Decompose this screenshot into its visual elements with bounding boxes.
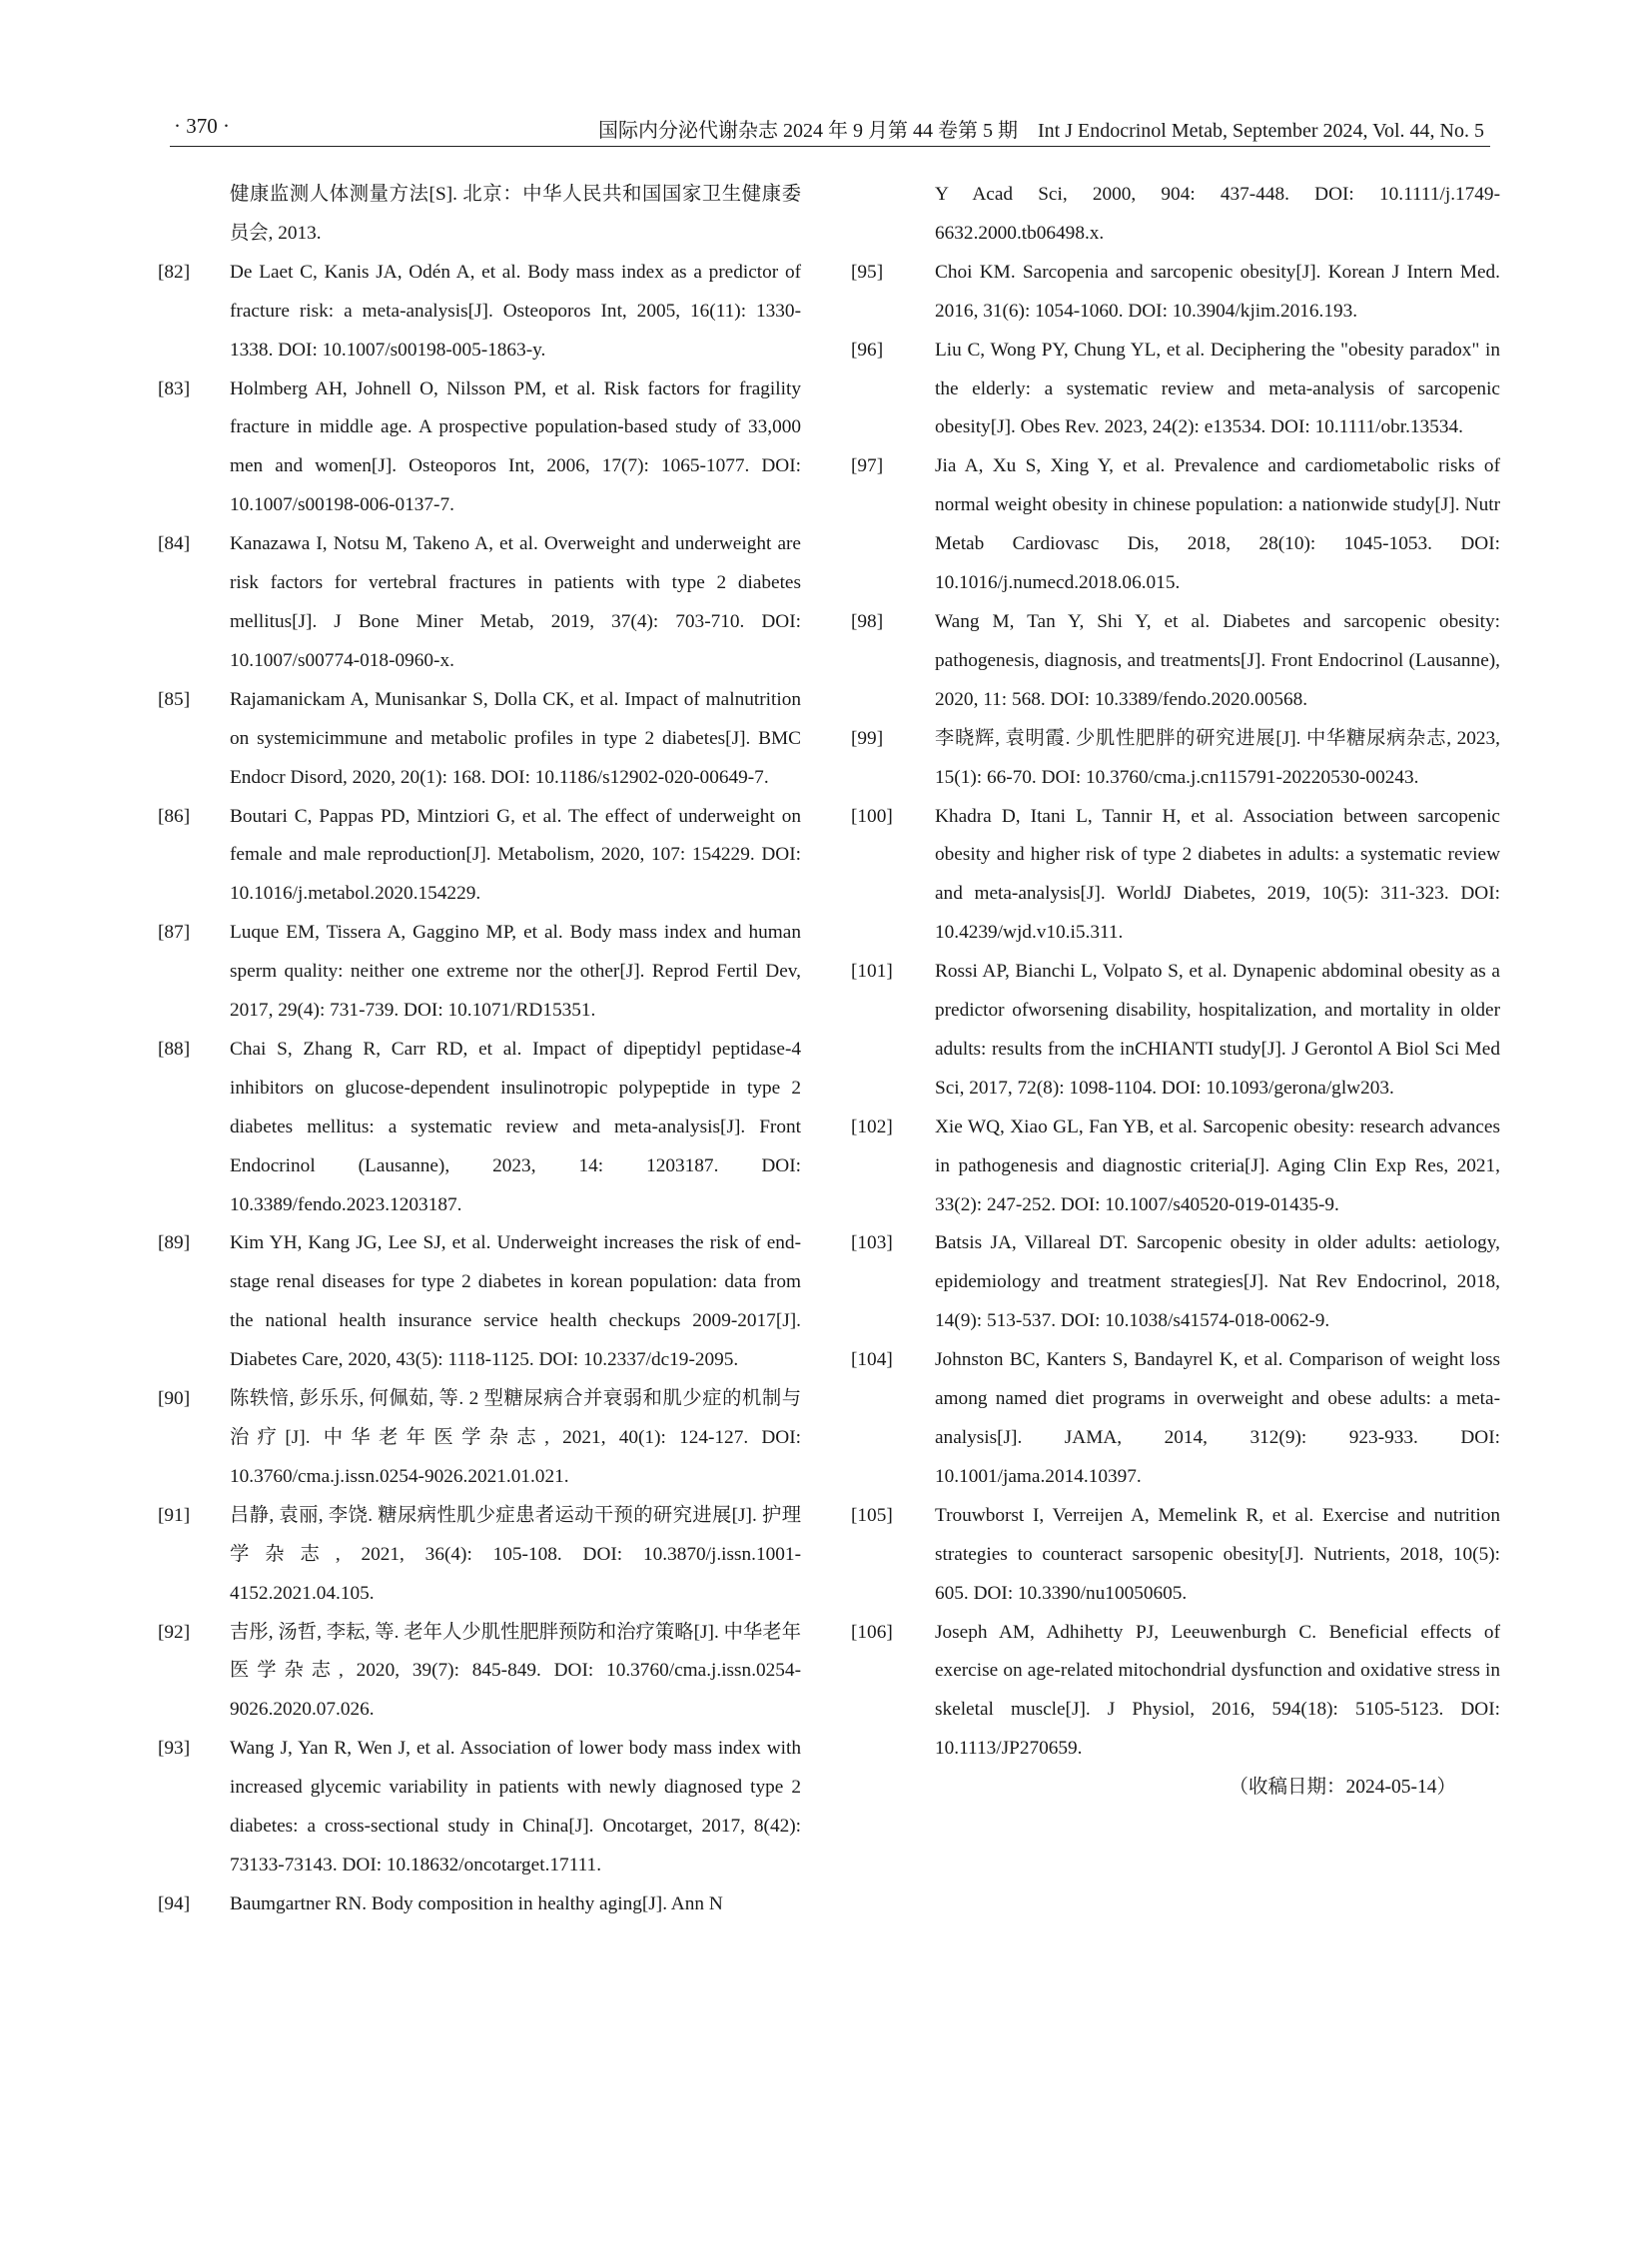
reference-text: Chai S, Zhang R, Carr RD, et al. Impact of dipeptidyl peptidase-4 inhibitors on glucose-dependent insulinotropic polypeptide in type 2 diabetes mellitus: a systematic review and meta-analysis[J]. Front Endocrinol (Lausanne), 2023, 14: 1203187. DOI: 10.3389/fendo.2023.1203187. (230, 1038, 801, 1215)
reference-number: [103] (851, 1232, 893, 1254)
reference-text: 吉彤, 汤哲, 李耘, 等. 老年人少肌性肥胖预防和治疗策略[J]. 中华老年医学杂志, 2020, 39(7): 845-849. DOI: 10.3760/cma.j.issn.0254-9026.2020.07.026. (230, 1621, 801, 1721)
reference-item (158, 798, 801, 915)
reference-item (158, 254, 801, 371)
reference-item (851, 1341, 1500, 1497)
page-number: · 370 · (174, 114, 230, 138)
reference-continued (158, 176, 801, 254)
reference-number: [100] (851, 805, 893, 827)
reference-text: Trouwborst I, Verreijen A, Memelink R, et al. Exercise and nutrition strategies to counteract sarsopenic obesity[J]. Nutrients, 2018, 10(5): 605. DOI: 10.3390/nu10050605. (935, 1504, 1500, 1604)
reference-text: 健康监测人体测量方法[S]. 北京：中华人民共和国国家卫生健康委员会, 2013. (230, 184, 801, 244)
reference-number: [101] (851, 961, 893, 983)
reference-item (158, 1031, 801, 1225)
reference-text: Baumgartner RN. Body composition in healthy aging[J]. Ann N (230, 1892, 723, 1914)
reference-text: De Laet C, Kanis JA, Odén A, et al. Body mass index as a predictor of fracture risk: a meta-analysis[J]. Osteoporos Int, 2005, 16(11): 1330-1338. DOI: 10.1007/s00198-005-1863-y. (230, 261, 801, 361)
reference-number: [90] (158, 1388, 191, 1410)
reference-number: [84] (158, 533, 191, 555)
reference-text: Liu C, Wong PY, Chung YL, et al. Deciphering the "obesity paradox" in the elderly: a systematic review and meta-analysis of sarcopenic obesity[J]. Obes Rev. 2023, 24(2): e13534. DOI: 10.1111/obr.13534. (935, 339, 1500, 438)
reference-text: Xie WQ, Xiao GL, Fan YB, et al. Sarcopenic obesity: research advances in pathogenesis and diagnostic criteria[J]. Aging Clin Exp Res, 2021, 33(2): 247-252. DOI: 10.1007/s40520-019-01435-9. (935, 1116, 1500, 1215)
reference-text: Kim YH, Kang JG, Lee SJ, et al. Underweight increases the risk of end-stage renal diseases for type 2 diabetes in korean population: data from the national health insurance service health checkups 2009-2017[J]. Diabetes Care, 2020, 43(5): 1118-1125. DOI: 10.2337/dc19-2095. (230, 1232, 801, 1371)
reference-item (851, 720, 1500, 798)
reference-number: [91] (158, 1504, 191, 1526)
reference-number: [82] (158, 261, 191, 283)
right-column (851, 176, 1500, 1808)
reference-text: Jia A, Xu S, Xing Y, et al. Prevalence and cardiometabolic risks of normal weight obesity in chinese population: a nationwide study[J]. Nutr Metab Cardiovasc Dis, 2018, 28(10): 1045-1053. DOI: 10.1016/j.numecd.2018.06.015. (935, 455, 1500, 594)
reference-text: Wang M, Tan Y, Shi Y, et al. Diabetes and sarcopenic obesity: pathogenesis, diagnosis, and treatments[J]. Front Endocrinol (Lausanne), 2020, 11: 568. DOI: 10.3389/fendo.2020.00568. (935, 610, 1500, 710)
reference-number: [97] (851, 455, 884, 477)
journal-running-head: 国际内分泌代谢杂志 2024 年 9 月第 44 卷第 5 期 Int J Endocrinol Metab, September 2024, Vol. 44, No. 5 (598, 120, 1484, 142)
reference-item (851, 798, 1500, 954)
reference-text: Boutari C, Pappas PD, Mintziori G, et al. The effect of underweight on female and male reproduction[J]. Metabolism, 2020, 107: 154229. DOI: 10.1016/j.metabol.2020.154229. (230, 805, 801, 905)
reference-text: Wang J, Yan R, Wen J, et al. Association of lower body mass index with increased glycemic variability in patients with newly diagnosed type 2 diabetes: a cross-sectional study in China[J]. Oncotarget, 2017, 8(42): 73133-73143. DOI: 10.18632/oncotarget.17111. (230, 1738, 801, 1875)
reference-number: [88] (158, 1038, 191, 1060)
reference-text: Holmberg AH, Johnell O, Nilsson PM, et al. Risk factors for fragility fracture in middle age. A prospective population-based study of 33,000 men and women[J]. Osteoporos Int, 2006, 17(7): 1065-1077. DOI: 10.1007/s00198-006-0137-7. (230, 377, 801, 516)
reference-text: Kanazawa I, Notsu M, Takeno A, et al. Overweight and underweight are risk factors for vertebral fractures in patients with type 2 diabetes mellitus[J]. J Bone Miner Metab, 2019, 37(4): 703-710. DOI: 10.1007/s00774-018-0960-x. (230, 533, 801, 671)
reference-item (158, 371, 801, 526)
reference-text: Rajamanickam A, Munisankar S, Dolla CK, et al. Impact of malnutrition on systemicimmune and metabolic profiles in type 2 diabetes[J]. BMC Endocr Disord, 2020, 20(1): 168. DOI: 10.1186/s12902-020-00649-7. (230, 688, 801, 788)
reference-item (158, 681, 801, 798)
received-date: （收稿日期：2024-05-14） (1229, 1777, 1456, 1799)
reference-item (158, 1614, 801, 1731)
reference-text: 陈轶愔, 彭乐乐, 何佩茹, 等. 2 型糖尿病合并衰弱和肌少症的机制与治疗[J]. 中华老年医学杂志, 2021, 40(1): 124-127. DOI: 10.3760/cma.j.issn.0254-9026.2021.01.021. (230, 1388, 801, 1487)
reference-number: [87] (158, 922, 191, 944)
reference-number: [85] (158, 688, 191, 710)
reference-item (158, 914, 801, 1031)
reference-item (851, 1109, 1500, 1225)
reference-continued (851, 176, 1500, 254)
reference-item (851, 447, 1500, 603)
running-header (170, 112, 1490, 147)
reference-item (158, 1380, 801, 1497)
reference-text: Joseph AM, Adhihetty PJ, Leeuwenburgh C. Beneficial effects of exercise on age-related mitochondrial dysfunction and oxidative stress in skeletal muscle[J]. J Physiol, 2016, 594(18): 5105-5123. DOI: 10.1113/JP270659. (935, 1621, 1500, 1760)
reference-item (851, 332, 1500, 448)
reference-number: [83] (158, 377, 191, 399)
reference-number: [106] (851, 1621, 893, 1643)
reference-item (158, 525, 801, 681)
reference-item (158, 1730, 801, 1885)
reference-number: [98] (851, 610, 884, 632)
reference-number: [105] (851, 1504, 893, 1526)
reference-text: Choi KM. Sarcopenia and sarcopenic obesity[J]. Korean J Intern Med. 2016, 31(6): 1054-1060. DOI: 10.3904/kjim.2016.193. (935, 261, 1500, 322)
reference-text: Y Acad Sci, 2000, 904: 437-448. DOI: 10.1111/j.1749-6632.2000.tb06498.x. (935, 184, 1500, 244)
reference-text: Khadra D, Itani L, Tannir H, et al. Association between sarcopenic obesity and higher risk of type 2 diabetes in adults: a systematic review and meta-analysis[J]. WorldJ Diabetes, 2019, 10(5): 311-323. DOI: 10.4239/wjd.v10.i5.311. (935, 805, 1500, 944)
reference-item (158, 1885, 801, 1924)
reference-number: [86] (158, 805, 191, 827)
reference-item (851, 254, 1500, 332)
reference-text: Luque EM, Tissera A, Gaggino MP, et al. Body mass index and human sperm quality: neither one extreme nor the other[J]. Reprod Fertil Dev, 2017, 29(4): 731-739. DOI: 10.1071/RD15351. (230, 922, 801, 1022)
reference-number: [94] (158, 1892, 191, 1914)
reference-item (158, 1224, 801, 1380)
reference-text: Batsis JA, Villareal DT. Sarcopenic obesity in older adults: aetiology, epidemiology and treatment strategies[J]. Nat Rev Endocrinol, 2018, 14(9): 513-537. DOI: 10.1038/s41574-018-0062-9. (935, 1232, 1500, 1332)
reference-item (851, 953, 1500, 1109)
reference-number: [92] (158, 1621, 191, 1643)
reference-number: [102] (851, 1116, 893, 1137)
reference-item (851, 1497, 1500, 1614)
reference-item (851, 603, 1500, 720)
reference-number: [89] (158, 1232, 191, 1254)
reference-text: Johnston BC, Kanters S, Bandayrel K, et al. Comparison of weight loss among named diet programs in overweight and obese adults: a meta-analysis[J]. JAMA, 2014, 312(9): 923-933. DOI: 10.1001/jama.2014.10397. (935, 1349, 1500, 1487)
reference-number: [104] (851, 1349, 893, 1371)
reference-text: 李晓辉, 袁明霞. 少肌性肥胖的研究进展[J]. 中华糖尿病杂志, 2023, 15(1): 66-70. DOI: 10.3760/cma.j.cn115791-20220530-00243. (935, 727, 1500, 788)
reference-number: [95] (851, 261, 884, 283)
reference-item (851, 1224, 1500, 1341)
reference-item (158, 1497, 801, 1614)
reference-number: [96] (851, 339, 884, 361)
reference-number: [99] (851, 727, 884, 749)
reference-text: 吕静, 袁丽, 李饶. 糖尿病性肌少症患者运动干预的研究进展[J]. 护理学杂志, 2021, 36(4): 105-108. DOI: 10.3870/j.issn.1001-4152.2021.04.105. (230, 1504, 801, 1604)
reference-number: [93] (158, 1738, 191, 1760)
left-column (158, 176, 801, 1924)
reference-item (851, 1614, 1500, 1770)
reference-text: Rossi AP, Bianchi L, Volpato S, et al. Dynapenic abdominal obesity as a predictor ofworsening disability, hospitalization, and mortality in older adults: results from the inCHIANTI study[J]. J Gerontol A Biol Sci Med Sci, 2017, 72(8): 1098-1104. DOI: 10.1093/gerona/glw203. (935, 961, 1500, 1099)
